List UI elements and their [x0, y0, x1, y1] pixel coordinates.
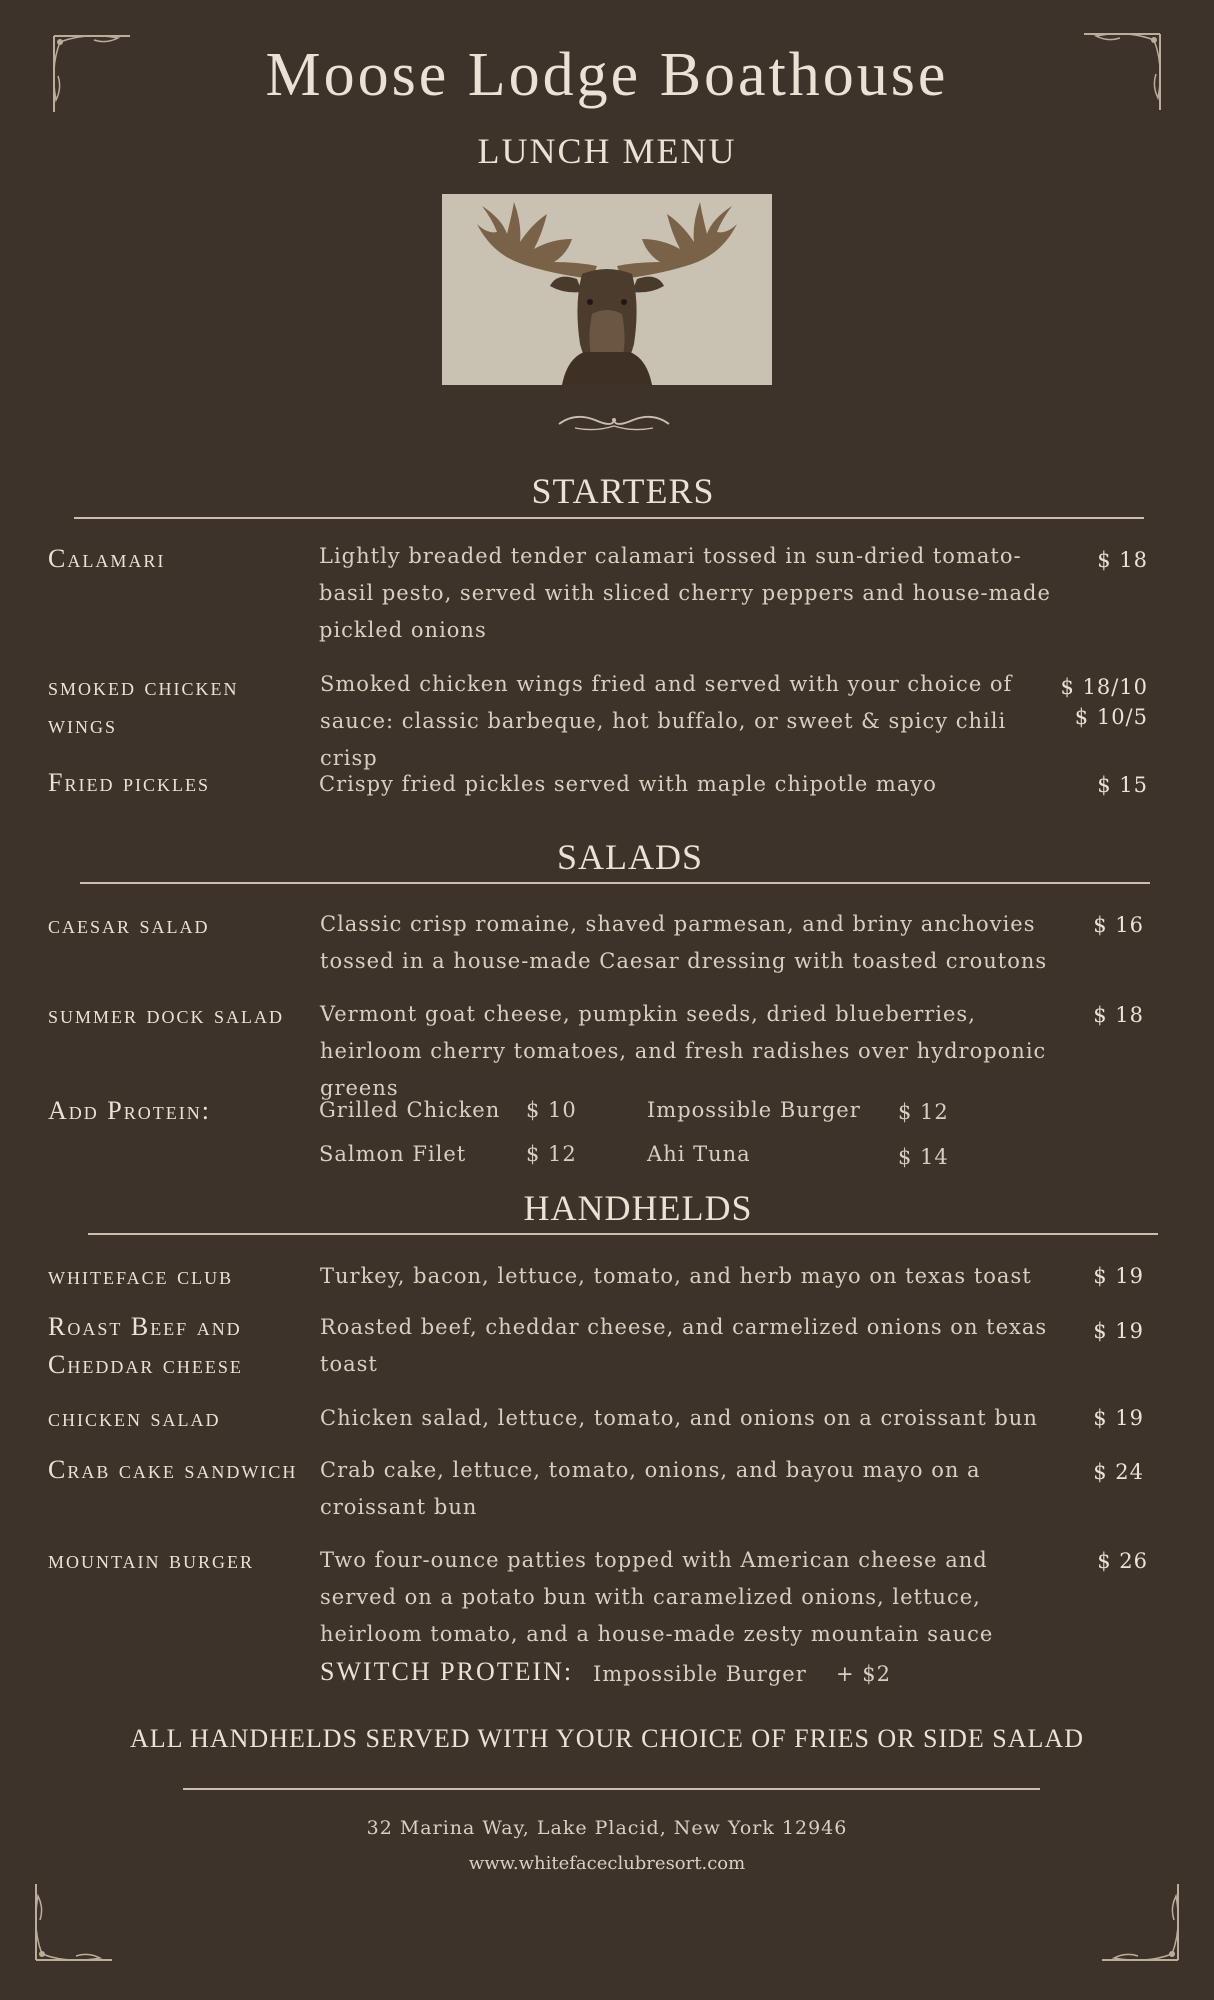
section-heading-starters: STARTERS [531, 471, 715, 511]
item-desc-calamari: Lightly breaded tender calamari tossed in sun-dried tomato-basil pesto, served with sliced cherry peppers and house-made pickled onions [319, 544, 1051, 642]
item-name-crab-cake-sandwich: Crab cake sandwich [48, 1455, 298, 1484]
item-desc-caesar-salad: Classic crisp romaine, shaved parmesan, and briny anchovies tossed in a house-made Caesar dressing with toasted croutons [320, 912, 1048, 973]
section-heading-handhelds: HANDHELDS [523, 1188, 753, 1228]
item-name-mountain-burger: mountain burger [48, 1545, 255, 1574]
item-desc-whiteface-club: Turkey, bacon, lettuce, tomato, and herb mayo on texas toast [320, 1264, 1032, 1288]
item-name-roast-beef-cheddar: Roast Beef and Cheddar cheese [48, 1312, 243, 1379]
item-price-fried-pickles: $ 15 [1097, 773, 1148, 797]
corner-ornament-icon [1096, 1878, 1186, 1968]
item-desc-roast-beef-cheddar: Roasted beef, cheddar cheese, and carmelized onions on texas toast [320, 1315, 1048, 1376]
moose-head-icon [442, 194, 772, 385]
protein-option-price: $ 14 [898, 1145, 949, 1169]
protein-option-name: Salmon Filet [319, 1142, 467, 1166]
item-desc-chicken-salad: Chicken salad, lettuce, tomato, and onions on a croissant bun [320, 1406, 1038, 1430]
item-price-whiteface-club: $ 19 [1093, 1264, 1144, 1288]
item-price-crab-cake-sandwich: $ 24 [1093, 1460, 1144, 1484]
item-price-caesar-salad: $ 16 [1093, 913, 1144, 937]
protein-option-price: $ 10 [526, 1098, 577, 1122]
item-desc-mountain-burger: Two four-ounce patties topped with American cheese and served on a potato bun with caramelized onions, lettuce, heirloom tomato, and a house-made zesty mountain sauce [320, 1548, 994, 1646]
item-desc-smoked-chicken-wings: Smoked chicken wings fried and served with your choice of sauce: classic barbeque, hot buffalo, or sweet & spicy chili crisp [320, 672, 1013, 770]
item-price-calamari: $ 18 [1097, 548, 1148, 572]
item-price-summer-dock-salad: $ 18 [1093, 1003, 1144, 1027]
item-price-smoked-chicken-wings: $ 18/10 [1060, 675, 1148, 699]
section-divider [80, 882, 1150, 884]
item-desc-fried-pickles: Crispy fried pickles served with maple chipotle mayo [319, 772, 937, 796]
item-name-whiteface-club: whiteface club [48, 1261, 234, 1290]
switch-protein-option: Impossible Burger [593, 1662, 807, 1686]
add-protein-label: Add Protein: [48, 1096, 211, 1125]
item-price-roast-beef-cheddar: $ 19 [1093, 1319, 1144, 1343]
section-divider [88, 1233, 1158, 1235]
footer-divider [183, 1788, 1040, 1790]
protein-option-name: Impossible Burger [647, 1098, 861, 1122]
footer-address: 32 Marina Way, Lake Placid, New York 12946 [366, 1817, 848, 1839]
menu-title: LUNCH MENU [477, 131, 737, 171]
protein-option-price: $ 12 [526, 1142, 577, 1166]
item-desc-crab-cake-sandwich: Crab cake, lettuce, tomato, onions, and bayou mayo on a croissant bun [320, 1458, 981, 1519]
item-name-caesar-salad: caesar salad [48, 910, 210, 939]
switch-protein-label: SWITCH PROTEIN: [320, 1657, 574, 1686]
item-name-chicken-salad: chicken salad [48, 1403, 221, 1432]
protein-option-price: $ 12 [898, 1100, 949, 1124]
item-price-mountain-burger: $ 26 [1097, 1549, 1148, 1573]
corner-ornament-icon [28, 1878, 118, 1968]
item-name-smoked-chicken-wings: smoked chicken wings [48, 672, 239, 739]
footer-url[interactable]: www.whitefaceclubresort.com [468, 1853, 746, 1874]
item-desc-summer-dock-salad: Vermont goat cheese, pumpkin seeds, dried blueberries, heirloom cherry tomatoes, and fresh radishes over hydroponic greens [320, 1002, 1047, 1100]
item-name-summer-dock-salad: summer dock salad [48, 1000, 285, 1029]
switch-protein-price: + $2 [836, 1662, 891, 1686]
flourish-icon [555, 410, 673, 434]
section-heading-salads: SALADS [556, 837, 704, 877]
handhelds-note: ALL HANDHELDS SERVED WITH YOUR CHOICE OF FRIES OR SIDE SALAD [130, 1724, 1084, 1753]
section-divider [74, 517, 1144, 519]
item-name-fried-pickles: Fried pickles [48, 768, 210, 797]
protein-option-name: Ahi Tuna [647, 1142, 751, 1166]
item-price-smoked-chicken-wings-half: $ 10/5 [1074, 705, 1148, 729]
restaurant-name: Moose Lodge Boathouse [265, 41, 949, 109]
item-name-calamari: Calamari [48, 544, 166, 573]
item-price-chicken-salad: $ 19 [1093, 1406, 1144, 1430]
protein-option-name: Grilled Chicken [319, 1098, 501, 1122]
